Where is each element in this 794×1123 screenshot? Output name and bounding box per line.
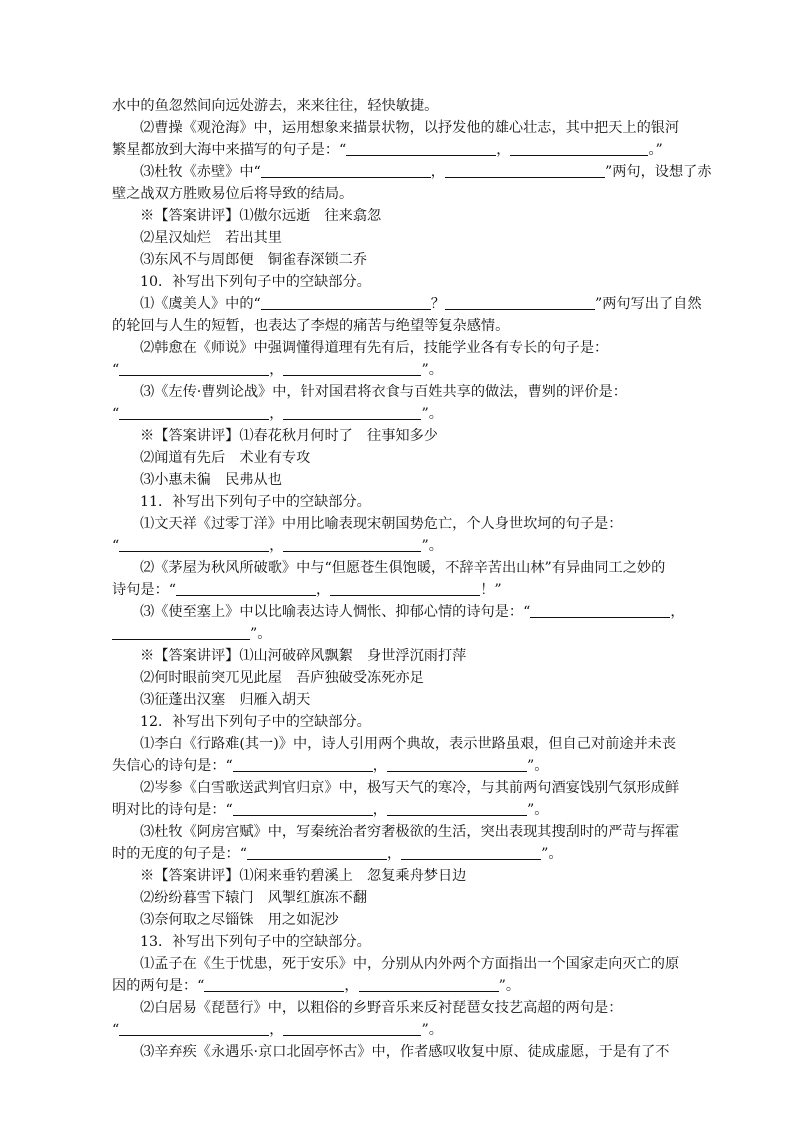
text-line: ⑴文天祥《过零丁洋》中用比喻表现宋朝国势危亡，个人身世坎坷的句子是： (140, 516, 623, 532)
answer-blank[interactable] (247, 845, 387, 860)
answer-blank[interactable] (119, 405, 269, 420)
answer-line: ⑵何时眼前突兀见此屋 吾庐独破受冻死亦足 (140, 670, 424, 686)
answer-blank[interactable] (387, 757, 527, 772)
text-line: ⑴孟子在《生于忧患，死于安乐》中，分别从内外两个方面指出一个国家走向灭亡的原 (140, 956, 680, 972)
question-heading: 11．补写出下列句子中的空缺部分。 (140, 494, 371, 510)
answer-blank[interactable] (119, 537, 269, 552)
answer-blank[interactable] (445, 295, 595, 310)
text-line: “ ， ”。 (112, 1022, 443, 1038)
answer-blank[interactable] (283, 361, 421, 376)
answer-line: ⑶征蓬出汉塞 归雁入胡天 (140, 692, 311, 708)
answer-line: ⑶奈何取之尽锱铢 用之如泥沙 (140, 912, 339, 928)
question-heading: 13．补写出下列句子中的空缺部分。 (140, 934, 371, 950)
text-line: ⑴《虞美人》中的“ ？ ”两句写出了自然 (140, 296, 702, 312)
answer-blank[interactable] (233, 801, 373, 816)
answer-line: ⑶东风不与周郎便 铜雀春深锁二乔 (140, 252, 368, 268)
answer-line: ⑵闻道有先后 术业有专攻 (140, 450, 311, 466)
answer-line: ⑶小惠未徧 民弗从也 (140, 472, 282, 488)
text-line: 时的无度的句子是：“ ， ”。 (112, 846, 563, 862)
answer-explanation: ※【答案讲评】⑴闲来垂钓碧溪上 忽复乘舟梦日边 (140, 868, 467, 884)
text-line: ⑵《茅屋为秋风所破歌》中与“但愿苍生俱饱暖，不辞辛苦出山林”有异曲同工之妙的 (140, 560, 666, 576)
text-line: 繁星都放到大海中来描写的句子是：“ ， 。” (112, 142, 663, 158)
text-line: 因的两句是：“ ， ”。 (112, 978, 521, 994)
answer-blank[interactable] (359, 977, 499, 992)
answer-blank[interactable] (530, 603, 670, 618)
answer-blank[interactable] (233, 757, 373, 772)
text-line: ”。 (112, 623, 271, 645)
text-line: 壁之战双方胜败易位后将导致的结局。 (112, 186, 354, 202)
answer-blank[interactable] (445, 163, 605, 178)
answer-blank[interactable] (330, 581, 480, 596)
question-heading: 10．补写出下列句子中的空缺部分。 (140, 274, 371, 290)
answer-blank[interactable] (283, 405, 421, 420)
answer-explanation: ※【答案讲评】⑴傲尔远逝 往来翕忽 (140, 208, 382, 224)
answer-blank[interactable] (283, 1021, 421, 1036)
answer-blank[interactable] (346, 141, 496, 156)
answer-blank[interactable] (119, 1021, 269, 1036)
answer-blank[interactable] (510, 141, 648, 156)
text-line: ⑵岑参《白雪歌送武判官归京》中，极写天气的寒冷，与其前两句酒宴饯别气氛形成鲜 (140, 780, 680, 796)
text-line: 的轮回与人生的短暂，也表达了李煜的痛苦与绝望等复杂感情。 (112, 318, 510, 334)
text-line: ⑴李白《行路难(其一)》中，诗人引用两个典故，表示世路虽艰，但自己对前途并未丧 (140, 736, 677, 752)
answer-blank[interactable] (112, 625, 250, 640)
answer-line: ⑵纷纷暮雪下辕门 风掣红旗冻不翻 (140, 890, 368, 906)
text-line: 水中的鱼忽然间向远处游去，来来往往，轻快敏捷。 (112, 98, 439, 114)
answer-blank[interactable] (261, 295, 431, 310)
answer-blank[interactable] (283, 537, 421, 552)
question-heading: 12．补写出下列句子中的空缺部分。 (140, 714, 371, 730)
text-line: ⑶辛弃疾《永遇乐·京口北固亭怀古》中，作者感叹收复中原、徒成虚愿，于是有了不 (140, 1044, 670, 1060)
answer-explanation: ※【答案讲评】⑴山河破碎风飘絮 身世浮沉雨打萍 (140, 648, 467, 664)
text-line: ⑵曹操《观沧海》中，运用想象来描景状物，以抒发他的雄心壮志，其中把天上的银河 (140, 120, 680, 136)
answer-blank[interactable] (261, 163, 431, 178)
text-line: 失信心的诗句是：“ ， ”。 (112, 758, 549, 774)
answer-explanation: ※【答案讲评】⑴春花秋月何时了 往事知多少 (140, 428, 438, 444)
answer-blank[interactable] (176, 581, 316, 596)
text-line: ⑶《左传·曹刿论战》中，针对国君将衣食与百姓共享的做法，曹刿的评价是： (140, 384, 627, 400)
text-line: “ ， ”。 (112, 362, 443, 378)
text-line: ⑶杜牧《阿房宫赋》中，写秦统治者穷奢极欲的生活，突出表现其搜刮时的严苛与挥霍 (140, 824, 680, 840)
text-line: “ ， ”。 (112, 406, 443, 422)
text-line: ⑵韩愈在《师说》中强调懂得道理有先有后，技能学业各有专长的句子是： (140, 340, 609, 356)
answer-blank[interactable] (204, 977, 344, 992)
answer-blank[interactable] (119, 361, 269, 376)
text-line: ⑵白居易《琵琶行》中，以粗俗的乡野音乐来反衬琵琶女技艺高超的两句是： (140, 1000, 623, 1016)
text-line: “ ， ”。 (112, 538, 443, 554)
text-line: 诗句是：“ ， ！” (112, 582, 502, 598)
text-line: 明对比的诗句是：“ ， ”。 (112, 802, 549, 818)
text-line: ⑶《使至塞上》中以比喻表达诗人惆怅、抑郁心情的诗句是：“ ， (140, 604, 685, 620)
text-line: ⑶杜牧《赤壁》中“ ， ”两句，设想了赤 (140, 164, 712, 180)
answer-line: ⑵星汉灿烂 若出其里 (140, 230, 282, 246)
answer-blank[interactable] (387, 801, 527, 816)
answer-blank[interactable] (401, 845, 541, 860)
